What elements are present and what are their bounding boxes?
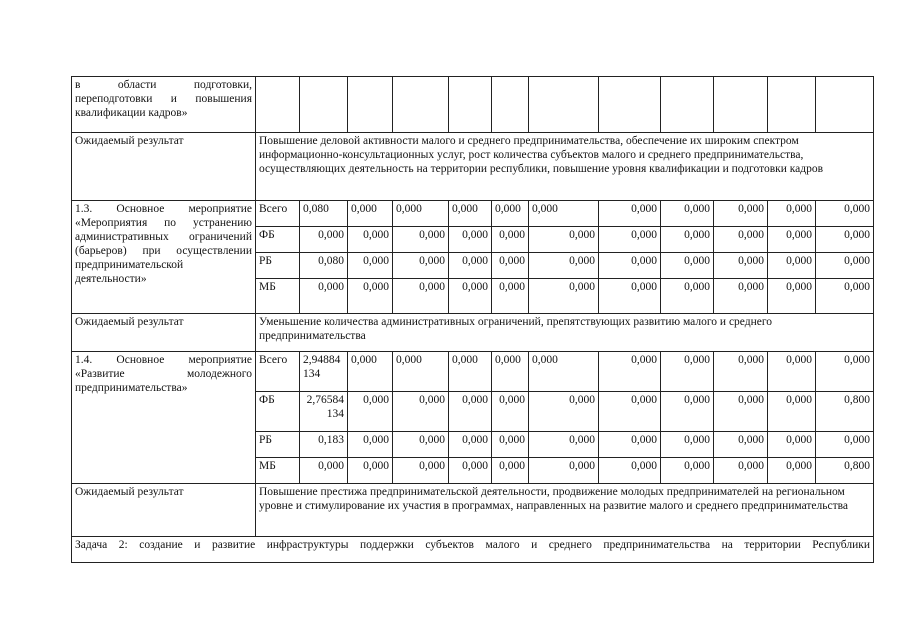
value-cell: 0,000 xyxy=(599,253,661,279)
value-cell: 0,000 xyxy=(393,432,449,458)
value-cell: 0,000 xyxy=(768,227,816,253)
value-cell: 0,000 xyxy=(348,227,393,253)
value-cell: 0,000 xyxy=(661,352,714,392)
value-cell: 0,000 xyxy=(599,201,661,227)
value-cell: 0,000 xyxy=(714,253,768,279)
value-cell: 0,000 xyxy=(816,352,874,392)
empty-cell xyxy=(714,77,768,133)
value-cell: 0,000 xyxy=(661,201,714,227)
measure-title: 1.4. Основное мероприятие «Развитие молодежного предпринимательства» xyxy=(72,352,256,484)
value-cell: 0,000 xyxy=(661,279,714,314)
expected-result-text: Уменьшение количества административных ограничений, препятствующих развитию малого и среднего предпринимательства xyxy=(256,314,874,352)
value-cell: 0,000 xyxy=(492,279,529,314)
value-cell: 0,000 xyxy=(300,227,348,253)
expected-result-row xyxy=(72,314,874,352)
expected-result-text: Повышение деловой активности малого и среднего предпринимательства, обеспечение их широким спектром информационно-консультационных услуг, рост количества субъектов малого и среднего предпринимательства, осуществляющих деятельность на территории республики, повышение уровня квалификации и подготовки кадров xyxy=(256,133,874,201)
expected-result-label: Ожидаемый результат xyxy=(72,133,256,201)
value-cell: 0,000 xyxy=(348,392,393,432)
value-cell: 0,000 xyxy=(768,253,816,279)
value-cell: 0,000 xyxy=(492,392,529,432)
row-label: Всего xyxy=(256,352,300,392)
value-cell: 0,000 xyxy=(449,458,492,484)
empty-cell xyxy=(393,77,449,133)
value-cell: 0,000 xyxy=(714,352,768,392)
value-cell: 0,000 xyxy=(348,279,393,314)
value-cell: 0,000 xyxy=(492,432,529,458)
value-cell: 0,800 xyxy=(816,458,874,484)
empty-cell xyxy=(768,77,816,133)
measure-row-total xyxy=(72,201,874,227)
expected-result-text: Повышение престижа предпринимательской деятельности, продвижение молодых предпринимателей на региональном уровне и стимулирование их участия в программах, направленных на развитие малого и среднего предпринимательства xyxy=(256,484,874,537)
value-cell: 0,000 xyxy=(492,253,529,279)
row-label: МБ xyxy=(256,279,300,314)
expected-result-label: Ожидаемый результат xyxy=(72,314,256,352)
value-cell: 0,000 xyxy=(599,432,661,458)
value-cell: 0,000 xyxy=(529,392,599,432)
value-cell: 0,000 xyxy=(529,279,599,314)
value-cell: 0,000 xyxy=(348,458,393,484)
row-label: Всего xyxy=(256,201,300,227)
value-cell: 2,94884134 xyxy=(300,352,348,392)
empty-cell xyxy=(816,77,874,133)
task-row xyxy=(72,537,874,563)
empty-cell xyxy=(492,77,529,133)
value-cell: 0,000 xyxy=(816,279,874,314)
value-cell: 0,000 xyxy=(393,253,449,279)
value-cell: 0,000 xyxy=(529,201,599,227)
expected-result-row xyxy=(72,484,874,537)
value-cell: 0,000 xyxy=(714,458,768,484)
value-cell: 0,183 xyxy=(300,432,348,458)
empty-cell xyxy=(300,77,348,133)
value-cell: 0,000 xyxy=(816,253,874,279)
value-cell: 0,000 xyxy=(529,227,599,253)
value-cell: 0,000 xyxy=(393,279,449,314)
value-cell: 0,000 xyxy=(599,458,661,484)
value-cell: 0,000 xyxy=(768,432,816,458)
program-table xyxy=(71,76,874,563)
value-cell: 0,000 xyxy=(449,432,492,458)
value-cell: 0,000 xyxy=(393,352,449,392)
value-cell: 0,080 xyxy=(300,201,348,227)
row-label: ФБ xyxy=(256,227,300,253)
measure-title: 1.3. Основное мероприятие «Мероприятия по устранению административных ограничений (барьеров) при осуществлении предпринимательской деятельности» xyxy=(72,201,256,314)
top-block-row xyxy=(72,77,874,133)
value-cell: 0,000 xyxy=(348,201,393,227)
row-label: МБ xyxy=(256,458,300,484)
value-cell: 0,000 xyxy=(529,352,599,392)
value-cell: 0,000 xyxy=(449,279,492,314)
top-block-text: в области подготовки, переподготовки и повышения квалификации кадров» xyxy=(72,77,256,133)
value-cell: 0,000 xyxy=(393,227,449,253)
value-cell: 0,000 xyxy=(768,352,816,392)
value-cell: 0,000 xyxy=(599,392,661,432)
value-cell: 0,000 xyxy=(393,201,449,227)
value-cell: 0,000 xyxy=(529,458,599,484)
value-cell: 0,000 xyxy=(714,279,768,314)
value-cell: 0,000 xyxy=(393,458,449,484)
row-label: РБ xyxy=(256,432,300,458)
value-cell: 0,000 xyxy=(529,432,599,458)
value-cell: 0,000 xyxy=(768,392,816,432)
value-cell: 0,000 xyxy=(816,201,874,227)
value-cell: 0,000 xyxy=(714,201,768,227)
empty-cell xyxy=(449,77,492,133)
value-cell: 0,000 xyxy=(661,253,714,279)
value-cell: 0,000 xyxy=(768,201,816,227)
value-cell: 0,080 xyxy=(300,253,348,279)
value-cell: 0,000 xyxy=(393,392,449,432)
row-label: РБ xyxy=(256,253,300,279)
value-cell: 2,76584134 xyxy=(300,392,348,432)
row-label: ФБ xyxy=(256,392,300,432)
value-cell: 0,000 xyxy=(661,227,714,253)
value-cell: 0,000 xyxy=(449,253,492,279)
value-cell: 0,000 xyxy=(599,227,661,253)
value-cell: 0,000 xyxy=(449,201,492,227)
value-cell: 0,000 xyxy=(714,227,768,253)
value-cell: 0,000 xyxy=(768,458,816,484)
value-cell: 0,000 xyxy=(599,279,661,314)
expected-result-row xyxy=(72,133,874,201)
value-cell: 0,000 xyxy=(492,352,529,392)
value-cell: 0,000 xyxy=(348,253,393,279)
value-cell: 0,000 xyxy=(599,352,661,392)
expected-result-label: Ожидаемый результат xyxy=(72,484,256,537)
value-cell: 0,000 xyxy=(661,392,714,432)
value-cell: 0,000 xyxy=(492,201,529,227)
value-cell: 0,000 xyxy=(449,352,492,392)
empty-cell xyxy=(256,77,300,133)
value-cell: 0,000 xyxy=(492,458,529,484)
value-cell: 0,000 xyxy=(661,432,714,458)
value-cell: 0,000 xyxy=(300,458,348,484)
empty-cell xyxy=(599,77,661,133)
empty-cell xyxy=(348,77,393,133)
empty-cell xyxy=(661,77,714,133)
value-cell: 0,000 xyxy=(714,392,768,432)
task-text: Задача 2: создание и развитие инфраструктуры поддержки субъектов малого и среднего предпринимательства на территории Республики xyxy=(72,537,874,563)
value-cell: 0,800 xyxy=(816,392,874,432)
value-cell: 0,000 xyxy=(768,279,816,314)
value-cell: 0,000 xyxy=(714,432,768,458)
value-cell: 0,000 xyxy=(816,227,874,253)
value-cell: 0,000 xyxy=(449,227,492,253)
value-cell: 0,000 xyxy=(449,392,492,432)
empty-cell xyxy=(529,77,599,133)
measure-row-total xyxy=(72,352,874,392)
value-cell: 0,000 xyxy=(529,253,599,279)
value-cell: 0,000 xyxy=(348,352,393,392)
value-cell: 0,000 xyxy=(816,432,874,458)
value-cell: 0,000 xyxy=(661,458,714,484)
value-cell: 0,000 xyxy=(492,227,529,253)
value-cell: 0,000 xyxy=(348,432,393,458)
value-cell: 0,000 xyxy=(300,279,348,314)
